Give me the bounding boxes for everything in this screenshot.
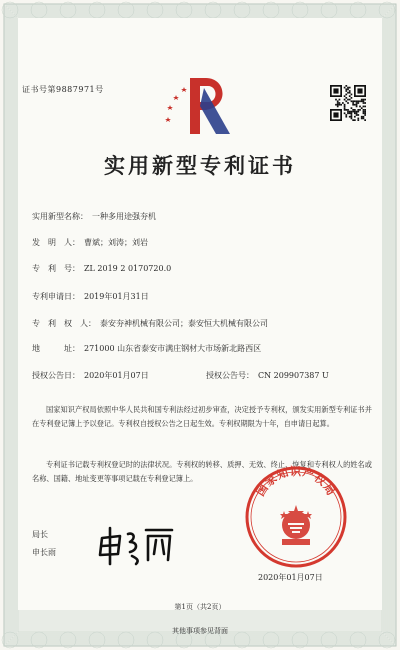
field-value: 一种多用途强夯机 [92, 212, 156, 221]
qr-module [351, 107, 353, 109]
qr-module [363, 106, 365, 108]
legal-status-note: 专利证书记载专利权登记时的法律状况。专利权的转移、质押、无效、终止、恢复和专利权人的姓名或名称、国籍、地址变更等事项记载在专利登记簿上。 [32, 460, 372, 483]
qr-module [347, 87, 349, 89]
qr-module [356, 106, 358, 108]
qr-module [347, 102, 349, 104]
grant-statement: 国家知识产权局依照中华人民共和国专利法经过初步审查，决定授予专利权，颁发实用新型专利证书并在专利登记簿上予以登记。专利权自授权公告之日起生效。专利权期限为十年，自申请日起算。 [32, 405, 372, 428]
qr-module [352, 109, 354, 111]
qr-module [347, 99, 349, 101]
qr-module [352, 111, 354, 113]
qr-module [364, 111, 366, 113]
qr-module [357, 111, 359, 113]
qr-module [345, 116, 347, 118]
qr-module [364, 106, 366, 108]
qr-finder [333, 88, 338, 93]
qr-module [344, 109, 346, 111]
qr-module [361, 107, 363, 109]
qr-module [361, 116, 363, 118]
qr-module [354, 119, 356, 121]
qr-module [357, 119, 359, 121]
qr-module [337, 104, 339, 106]
cnipa-logo-icon [160, 70, 240, 140]
field-value: CN 209907387 U [258, 371, 329, 380]
qr-module [363, 111, 365, 113]
qr-module [347, 109, 349, 111]
qr-module [356, 114, 358, 116]
qr-module [364, 99, 366, 101]
field-row-address [32, 343, 261, 354]
qr-module [345, 100, 347, 102]
qr-module [345, 88, 347, 90]
qr-module [356, 102, 358, 104]
qr-module [359, 100, 361, 102]
field-label: 专 利 权 人： [32, 319, 96, 328]
qr-module [354, 104, 356, 106]
field-value: 泰安夯神机械有限公司；泰安恒大机械有限公司 [100, 319, 268, 328]
footer-note: 其他事项参见背面 [172, 627, 228, 635]
qr-module [354, 109, 356, 111]
qr-module [344, 107, 346, 109]
qr-module [354, 111, 356, 113]
qr-finder [333, 112, 338, 117]
qr-module [357, 118, 359, 120]
field-label: 专利申请日： [32, 292, 80, 301]
qr-module [361, 100, 363, 102]
qr-module [352, 102, 354, 104]
qr-module [344, 106, 346, 108]
qr-module [359, 106, 361, 108]
qr-module [339, 102, 341, 104]
qr-module [347, 88, 349, 90]
qr-module [352, 100, 354, 102]
qr-module [347, 111, 349, 113]
qr-module [364, 102, 366, 104]
qr-module [337, 100, 339, 102]
qr-module [352, 119, 354, 121]
qr-module [351, 116, 353, 118]
qr-module [349, 99, 351, 101]
qr-module [363, 109, 365, 111]
director-title: 局长 [32, 530, 48, 539]
qr-module [363, 118, 365, 120]
qr-module [344, 104, 346, 106]
qr-module [344, 112, 346, 114]
qr-module [356, 111, 358, 113]
field-row-patentee [32, 318, 268, 329]
qr-module [345, 109, 347, 111]
qr-module [354, 112, 356, 114]
qr-module [349, 87, 351, 89]
field-value: 271000 山东省泰安市满庄钢材大市场新北路西区 [84, 344, 262, 353]
field-label: 专 利 号： [32, 264, 80, 273]
field-row-patent-number [32, 263, 171, 274]
qr-module [345, 85, 347, 87]
official-seal [244, 465, 348, 569]
certificate-title: 实用新型专利证书 [104, 153, 296, 178]
qr-module [351, 97, 353, 99]
qr-module [354, 100, 356, 102]
field-value: 2019年01月31日 [84, 292, 149, 301]
qr-module [349, 111, 351, 113]
qr-module [345, 90, 347, 92]
director-name: 申长雨 [32, 548, 56, 557]
qr-module [352, 104, 354, 106]
qr-module [356, 100, 358, 102]
qr-module [349, 112, 351, 114]
qr-module [340, 104, 342, 106]
qr-module [339, 99, 341, 101]
qr-module [364, 114, 366, 116]
qr-module [339, 104, 341, 106]
qr-module [363, 100, 365, 102]
qr-module [357, 100, 359, 102]
qr-module [342, 102, 344, 104]
qr-module [345, 94, 347, 96]
qr-module [335, 104, 337, 106]
qr-module [347, 92, 349, 94]
field-row-grant-number [206, 370, 329, 381]
qr-module [356, 112, 358, 114]
qr-module [337, 106, 339, 108]
field-row-grant-date [32, 370, 149, 381]
qr-code [330, 85, 366, 121]
qr-module [351, 112, 353, 114]
qr-module [347, 112, 349, 114]
qr-module [351, 94, 353, 96]
qr-module [357, 109, 359, 111]
qr-module [357, 102, 359, 104]
qr-module [364, 109, 366, 111]
qr-module [349, 95, 351, 97]
page-number: 第1页（共2页） [174, 603, 226, 611]
qr-module [337, 102, 339, 104]
qr-module [344, 95, 346, 97]
qr-module [354, 116, 356, 118]
qr-module [356, 104, 358, 106]
qr-module [363, 116, 365, 118]
qr-module [335, 99, 337, 101]
qr-module [364, 112, 366, 114]
qr-module [344, 87, 346, 89]
qr-module [349, 92, 351, 94]
qr-module [359, 109, 361, 111]
qr-module [351, 111, 353, 113]
field-row-inventors [32, 237, 148, 248]
field-label: 授权公告号： [206, 371, 254, 380]
qr-module [361, 118, 363, 120]
qr-module [349, 90, 351, 92]
qr-module [363, 99, 365, 101]
qr-module [361, 99, 363, 101]
qr-module [351, 114, 353, 116]
field-label: 发 明 人： [32, 238, 80, 247]
field-label: 地 址： [32, 344, 80, 353]
director-signature [96, 520, 176, 570]
seal-date: 2020年01月07日 [258, 573, 323, 582]
qr-module [345, 114, 347, 116]
certificate-number: 证书号第9887971号 [22, 85, 104, 94]
qr-module [351, 118, 353, 120]
qr-module [344, 99, 346, 101]
qr-module [357, 114, 359, 116]
field-row-application-date [32, 291, 149, 302]
qr-module [363, 112, 365, 114]
field-value: 曹斌；刘涛；刘岩 [84, 238, 148, 247]
qr-module [345, 97, 347, 99]
field-value: ZL 2019 2 0170720.0 [84, 264, 172, 273]
qr-module [364, 119, 366, 121]
field-value: 2020年01月07日 [84, 371, 149, 380]
qr-module [363, 102, 365, 104]
qr-finder [357, 88, 362, 93]
qr-module [351, 100, 353, 102]
seal-text: 国家知识产权局 [253, 465, 339, 499]
field-label: 授权公告日： [32, 371, 80, 380]
field-label: 实用新型名称： [32, 212, 88, 221]
field-row-name [32, 211, 156, 222]
qr-module [349, 116, 351, 118]
svg-text:国家知识产权局 [253, 465, 338, 498]
